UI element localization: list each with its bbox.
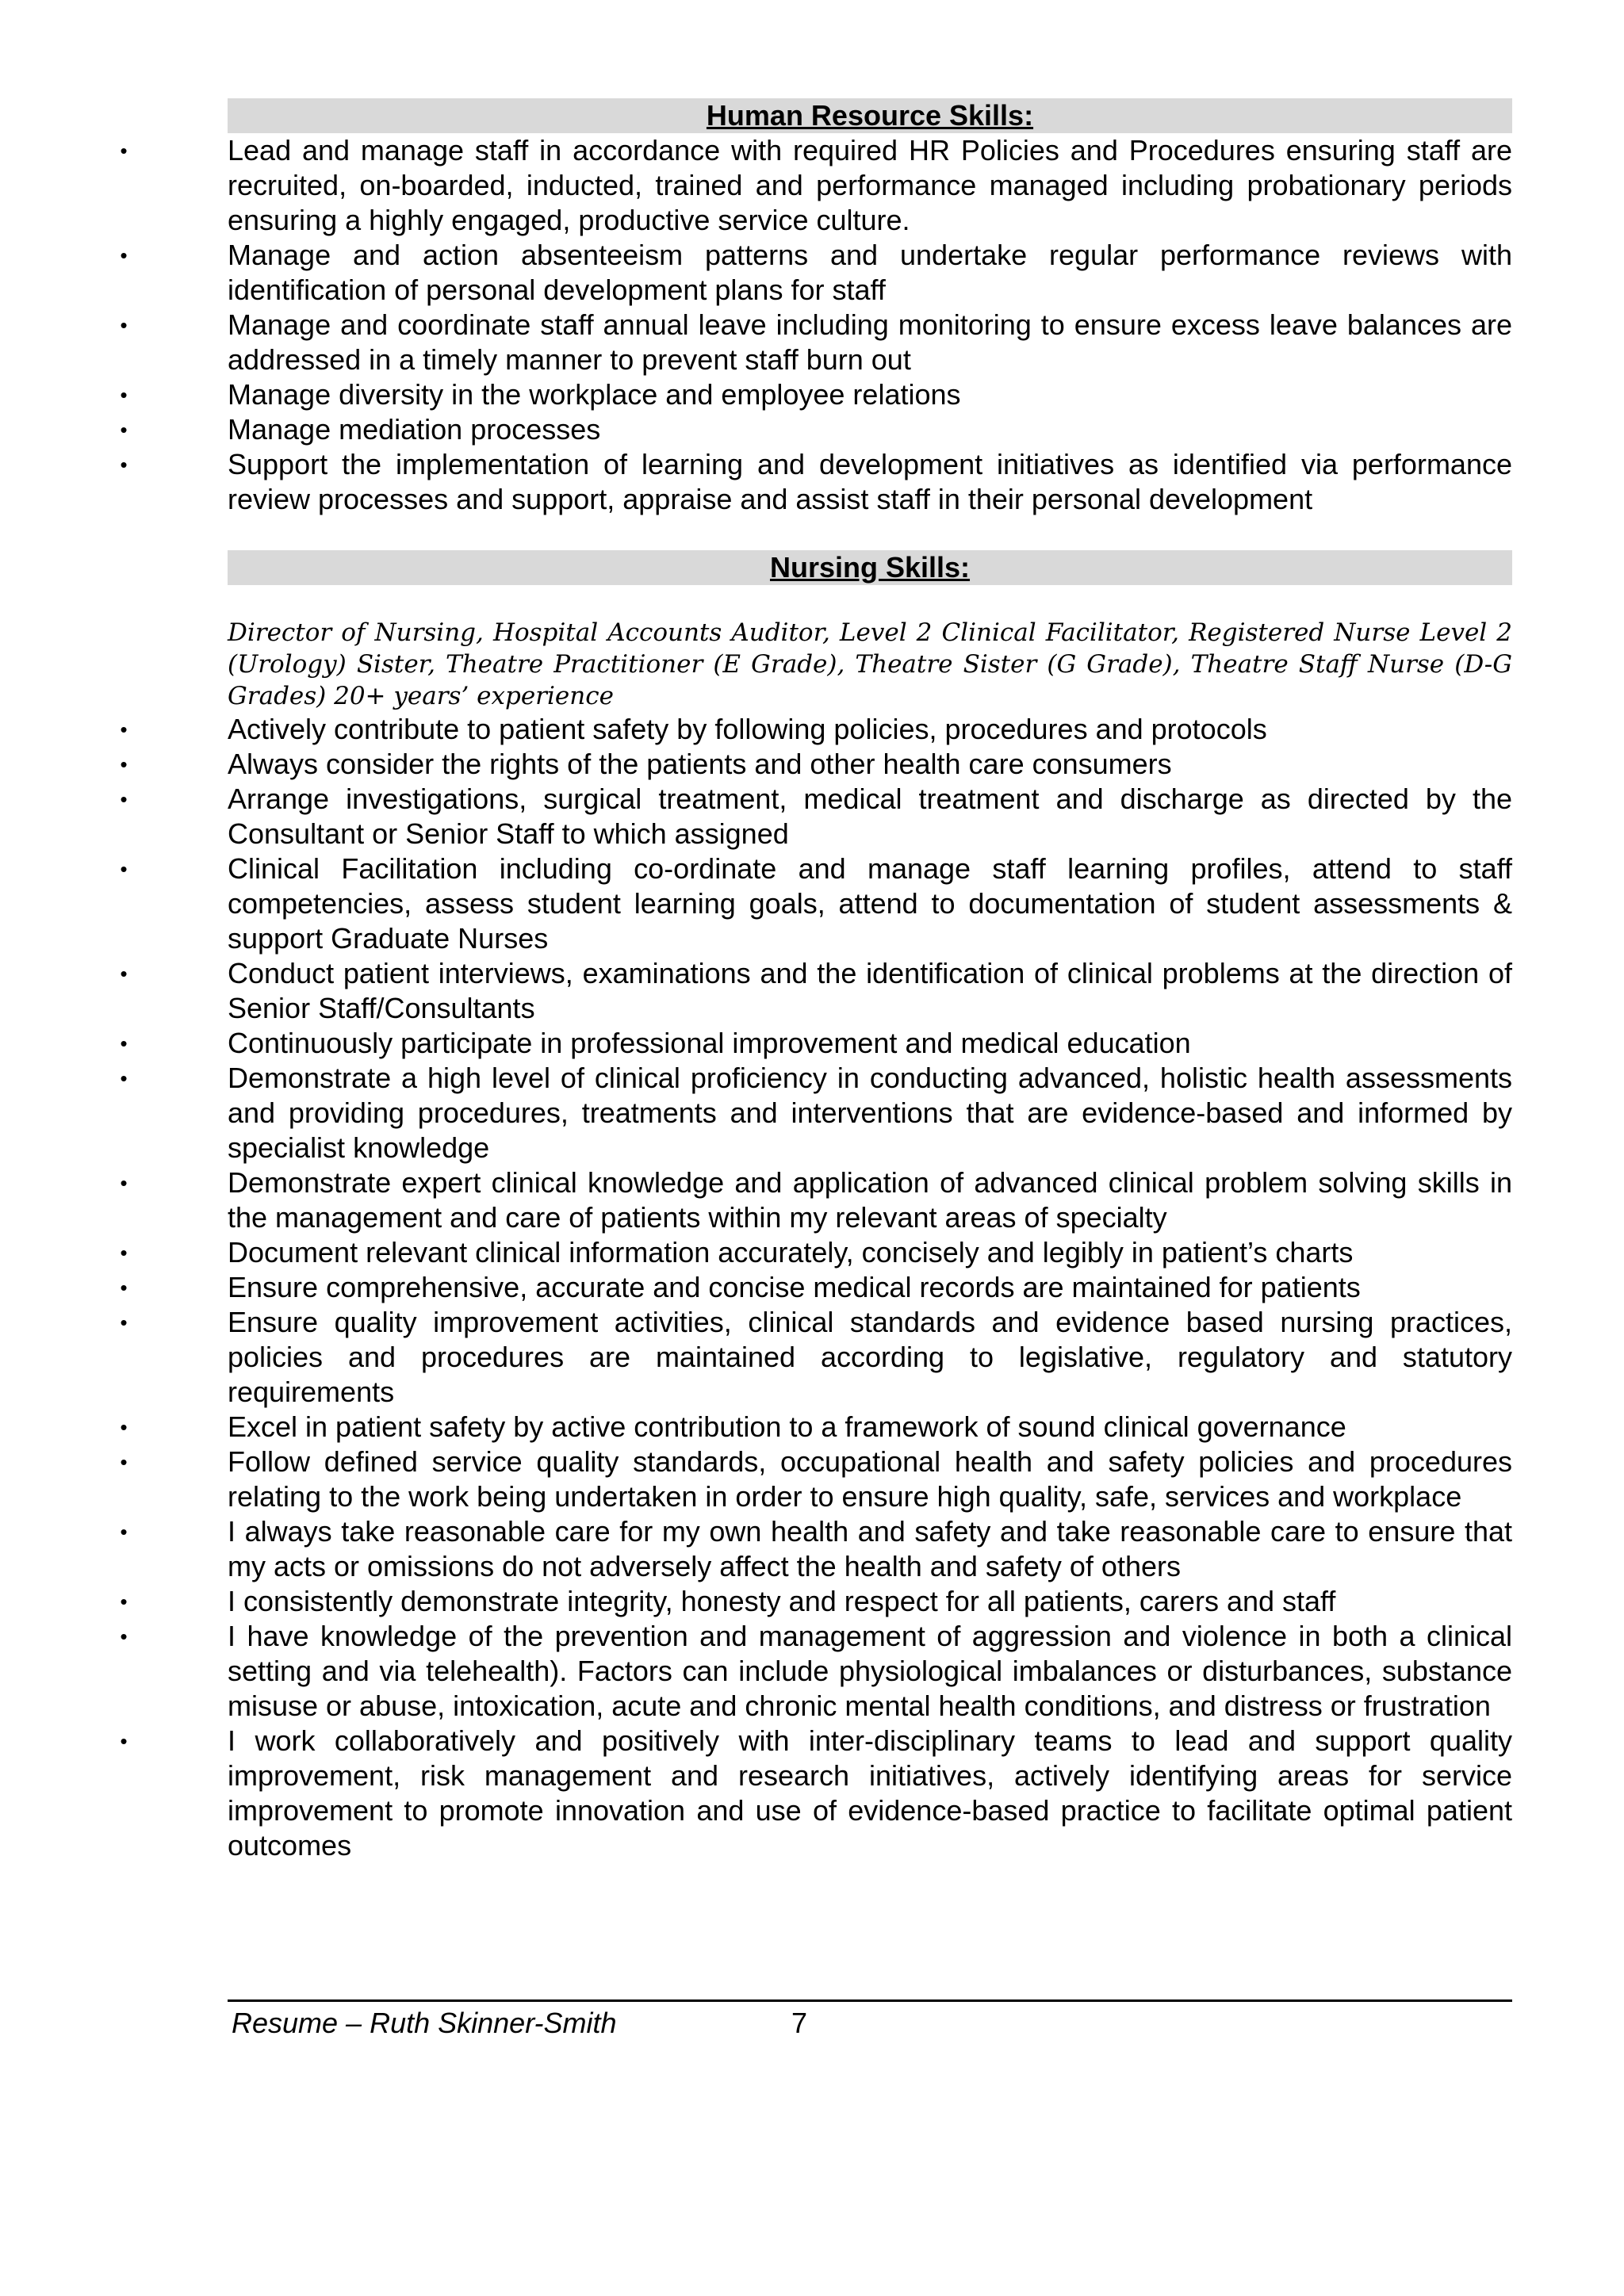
list-item-text: Ensure quality improvement activities, clinical standards and evidence based nursing practices, policies and procedures are maintained according to legislative, regulatory and statutory requirements <box>228 1306 1512 1408</box>
bullet-icon: • <box>120 1624 128 1648</box>
list-item <box>120 851 1512 956</box>
list-item-text: I consistently demonstrate integrity, honesty and respect for all patients, carers and staff <box>228 1585 1336 1617</box>
list-item-text: Always consider the rights of the patients and other health care consumers <box>228 748 1172 780</box>
bullet-icon: • <box>120 1450 128 1474</box>
bullet-icon: • <box>120 1729 128 1753</box>
bullet-icon: • <box>120 1590 128 1613</box>
list-item-text: I always take reasonable care for my own health and safety and take reasonable care to ensure that my acts or omissions do not adversely affect the health and safety of others <box>228 1515 1512 1582</box>
list-item <box>120 1165 1512 1235</box>
bullet-icon: • <box>120 718 128 741</box>
list-item-text: Document relevant clinical information accurately, concisely and legibly in patient’s charts <box>228 1236 1354 1269</box>
list-item-text: Ensure comprehensive, accurate and concise medical records are maintained for patients <box>228 1271 1361 1303</box>
nursing-skills-list <box>120 712 1512 1863</box>
page-content <box>120 98 1512 1863</box>
list-item <box>120 1061 1512 1165</box>
list-item-text: Conduct patient interviews, examinations and the identification of clinical problems at the direction of Senior Staff/Consultants <box>228 957 1512 1024</box>
bullet-icon: • <box>120 787 128 811</box>
list-item-text: Manage and coordinate staff annual leave including monitoring to ensure excess leave balances are addressed in a timely manner to prevent staff burn out <box>228 308 1512 376</box>
list-item-text: Support the implementation of learning and development initiatives as identified via performance review processes and support, appraise and assist staff in their personal development <box>228 448 1512 515</box>
footer-page-number: 7 <box>791 2007 808 2039</box>
nursing-skills-heading-bar <box>228 550 1512 585</box>
list-item <box>120 1270 1512 1305</box>
hr-skills-list <box>120 133 1512 517</box>
bullet-icon: • <box>120 313 128 337</box>
bullet-icon: • <box>120 139 128 163</box>
list-item <box>120 1235 1512 1270</box>
list-item-text: I work collaboratively and positively with inter-disciplinary teams to lead and support quality improvement, risk management and research initiatives, actively identifying areas for service improvement to promote innovation and use of evidence-based practice to facilitate optimal patient outcomes <box>228 1724 1512 1862</box>
bullet-icon: • <box>120 418 128 442</box>
list-item <box>120 238 1512 308</box>
list-item-text: Lead and manage staff in accordance with required HR Policies and Procedures ensuring staff are recruited, on-boarded, inducted, trained and performance managed including probationary periods ensuring a highly engaged, productive service culture. <box>228 134 1512 236</box>
list-item <box>120 377 1512 412</box>
list-item-text: Demonstrate a high level of clinical proficiency in conducting advanced, holistic health assessments and providing procedures, treatments and interventions that are evidence-based and informed by specialist knowledge <box>228 1062 1512 1164</box>
bullet-icon: • <box>120 383 128 407</box>
list-item <box>120 1445 1512 1514</box>
bullet-icon: • <box>120 752 128 776</box>
list-item-text: Continuously participate in professional improvement and medical education <box>228 1027 1191 1059</box>
bullet-icon: • <box>120 1031 128 1055</box>
list-item-text: Clinical Facilitation including co-ordinate and manage staff learning profiles, attend to staff competencies, assess student learning goals, attend to documentation of student assessments & support Graduate Nurses <box>228 852 1512 955</box>
list-item <box>120 412 1512 447</box>
bullet-icon: • <box>120 243 128 267</box>
hr-skills-heading: Human Resource Skills: <box>706 99 1034 132</box>
bullet-icon: • <box>120 962 128 985</box>
nursing-experience-summary: Director of Nursing, Hospital Accounts Auditor, Level 2 Clinical Facilitator, Registered Nurse Level 2 (Urology) Sister, Theatre Practitioner (E Grade), Theatre Sister (G Grade), Theatre Staff Nurse (D-G Grades) 20+ years’ experience <box>228 618 1512 710</box>
list-item <box>120 447 1512 517</box>
list-item-text: Excel in patient safety by active contribution to a framework of sound clinical governance <box>228 1410 1346 1443</box>
bullet-icon: • <box>120 1066 128 1090</box>
list-item <box>120 1514 1512 1584</box>
bullet-icon: • <box>120 1520 128 1544</box>
footer-resume-title: Resume – Ruth Skinner-Smith <box>232 2007 617 2039</box>
list-item <box>120 1026 1512 1061</box>
nursing-skills-heading: Nursing Skills: <box>769 551 971 584</box>
bullet-icon: • <box>120 1171 128 1195</box>
list-item-text: Manage diversity in the workplace and employee relations <box>228 378 961 411</box>
list-item-text: Manage mediation processes <box>228 413 601 446</box>
bullet-icon: • <box>120 453 128 476</box>
list-item-text: Manage and action absenteeism patterns and undertake regular performance reviews with identification of personal development plans for staff <box>228 239 1512 306</box>
list-item <box>120 1305 1512 1410</box>
bullet-icon: • <box>120 1241 128 1265</box>
footer-divider <box>228 1999 1512 2002</box>
list-item-text: I have knowledge of the prevention and management of aggression and violence in both a clinical setting and via telehealth). Factors can include physiological imbalances or disturbances, substance misuse or abuse, intoxication, acute and chronic mental health conditions, and distress or frustration <box>228 1620 1512 1722</box>
list-item <box>120 133 1512 238</box>
list-item <box>120 1584 1512 1619</box>
list-item <box>120 1724 1512 1863</box>
list-item <box>120 1619 1512 1724</box>
list-item <box>120 956 1512 1026</box>
list-item <box>120 747 1512 782</box>
list-item <box>120 1410 1512 1445</box>
bullet-icon: • <box>120 857 128 881</box>
list-item <box>120 712 1512 747</box>
bullet-icon: • <box>120 1311 128 1334</box>
bullet-icon: • <box>120 1415 128 1439</box>
list-item-text: Actively contribute to patient safety by following policies, procedures and protocols <box>228 713 1267 745</box>
hr-skills-heading-bar <box>228 98 1512 133</box>
list-item-text: Arrange investigations, surgical treatment, medical treatment and discharge as directed by the Consultant or Senior Staff to which assigned <box>228 783 1512 850</box>
list-item-text: Follow defined service quality standards, occupational health and safety policies and procedures relating to the work being undertaken in order to ensure high quality, safe, services and workplace <box>228 1445 1512 1513</box>
list-item-text: Demonstrate expert clinical knowledge and application of advanced clinical problem solving skills in the management and care of patients within my relevant areas of specialty <box>228 1166 1512 1234</box>
list-item <box>120 308 1512 377</box>
bullet-icon: • <box>120 1276 128 1299</box>
list-item <box>120 782 1512 851</box>
